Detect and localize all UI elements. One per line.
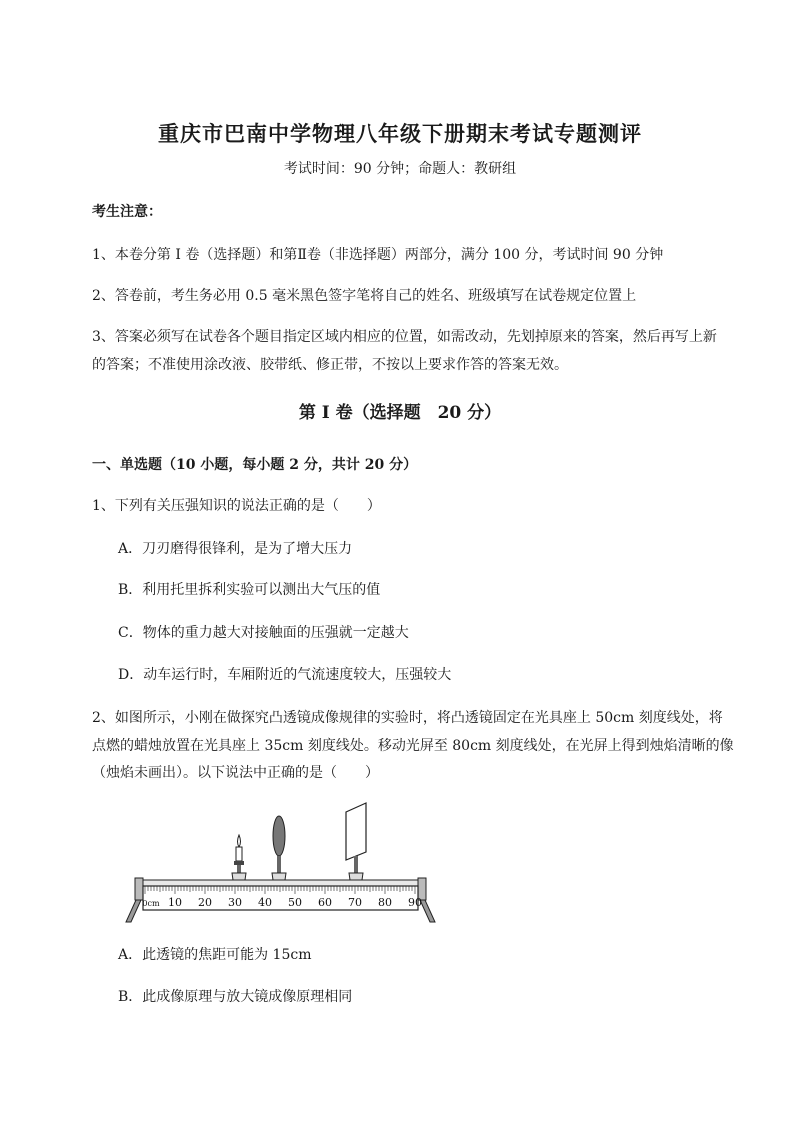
scale-label-70: 70 [348, 896, 362, 909]
section-title: 第 I 卷（选择题 20 分） [298, 403, 502, 423]
exam-title: 重庆市巴南中学物理八年级下册期末考试专题测评 [158, 121, 642, 146]
question-1-stem: 1、下列有关压强知识的说法正确的是（ ） [92, 498, 381, 514]
candle-icon [232, 835, 246, 880]
scale-label-0cm: 0cm [142, 899, 160, 908]
light-screen-icon [346, 803, 366, 880]
question-1-option-d: D．动车运行时，车厢附近的气流速度较大，压强较大 [118, 667, 452, 683]
scale-label-30: 30 [228, 896, 242, 909]
convex-lens-icon [272, 816, 286, 880]
scale-label-50: 50 [288, 896, 302, 909]
notice-item-3: 3、答案必须写在试卷各个题目指定区域内相应的位置，如需改动，先划掉原来的答案，然后再写上新 [92, 329, 717, 345]
notice-item-2: 2、答卷前，考生务必用 0.5 毫米黑色签字笔将自己的姓名、班级填写在试卷规定位置上 [92, 288, 637, 304]
question-2-stem-line-2: 点燃的蜡烛放置在光具座上 35cm 刻度线处。移动光屏至 80cm 刻度线处，在光屏上得到烛焰清晰的像 [92, 738, 734, 754]
question-1-option-c: C．物体的重力越大对接触面的压强就一定越大 [118, 625, 409, 641]
question-2-option-b: B．此成像原理与放大镜成像原理相同 [118, 989, 353, 1005]
optical-bench-figure [118, 800, 448, 930]
bench-rail-top [143, 880, 418, 886]
scale-label-40: 40 [258, 896, 272, 909]
scale-label-60: 60 [318, 896, 332, 909]
notice-item-1: 1、本卷分第 I 卷（选择题）和第Ⅱ卷（非选择题）两部分，满分 100 分，考试时间 90 分钟 [92, 247, 664, 263]
scale-label-20: 20 [198, 896, 212, 909]
scale-label-90: 90 [408, 896, 422, 909]
notice-heading: 考生注意： [92, 204, 162, 220]
part-heading: 一、单选题（10 小题，每小题 2 分，共计 20 分） [92, 457, 418, 473]
scale-label-10: 10 [168, 896, 182, 909]
exam-subtitle: 考试时间：90 分钟；命题人：教研组 [283, 161, 517, 177]
question-1-option-a: A．刀刃磨得很锋利，是为了增大压力 [118, 541, 353, 557]
question-2-stem-line-1: 2、如图所示，小刚在做探究凸透镜成像规律的实验时，将凸透镜固定在光具座上 50cm 刻度线处，将 [92, 710, 723, 726]
question-2-option-a: A．此透镜的焦距可能为 15cm [118, 947, 312, 963]
scale-label-80: 80 [378, 896, 392, 909]
notice-item-3-cont: 的答案；不准使用涂改液、胶带纸、修正带，不按以上要求作答的答案无效。 [92, 357, 568, 373]
bench-left-support [126, 878, 143, 922]
question-2-stem-line-3: （烛焰未画出）。以下说法中正确的是（ ） [92, 765, 379, 781]
question-1-option-b: B．利用托里拆利实验可以测出大气压的值 [118, 582, 381, 598]
